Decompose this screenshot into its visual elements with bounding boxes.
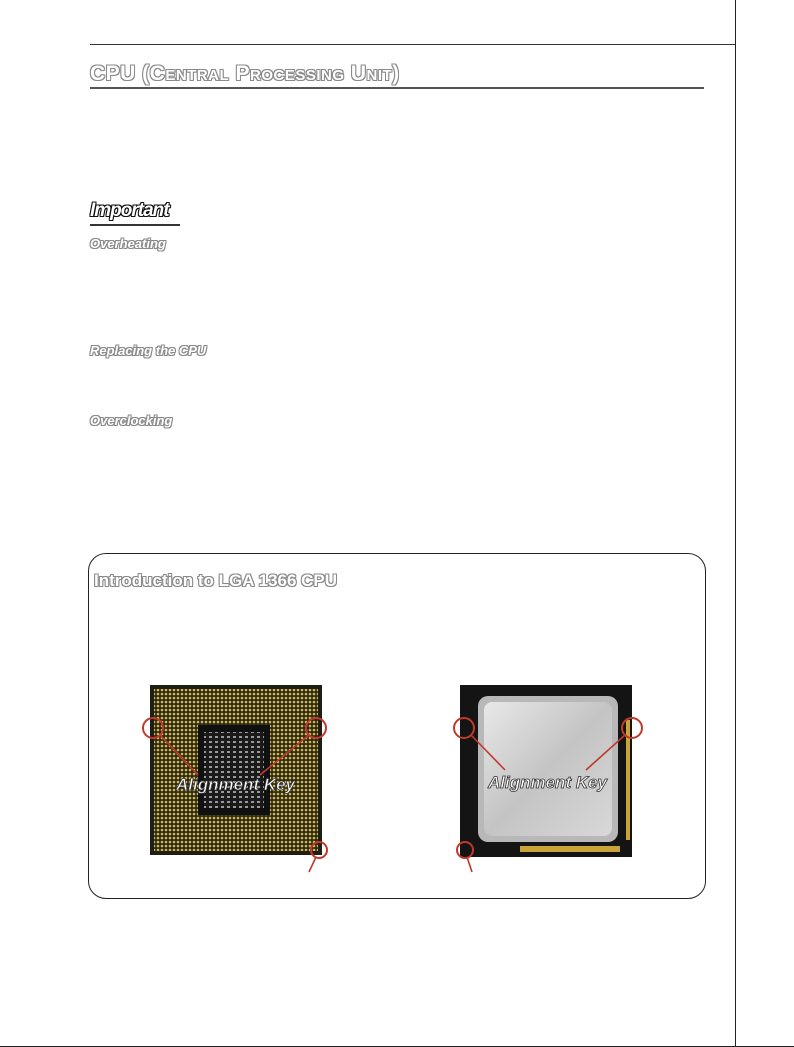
- page-right-border: [735, 0, 736, 1047]
- alignment-key-label: Alignment Key: [176, 775, 296, 794]
- cpu-contact-strip: [520, 846, 620, 852]
- intro-title: Introduction to LGA 1366 CPU: [94, 571, 338, 590]
- section-title-underline: [90, 87, 704, 89]
- alignment-key-label: Alignment Key: [488, 773, 608, 792]
- subhead-overclocking: Overclocking: [90, 413, 173, 428]
- cpu-surface-side-photo: [450, 680, 650, 875]
- subhead-replacing-cpu: Replacing the CPU: [90, 343, 207, 358]
- important-underline: [90, 224, 180, 226]
- subhead-overheating: Overheating: [90, 236, 166, 251]
- cpu-pin-side-photo: [136, 680, 336, 875]
- header-rule: [90, 44, 735, 45]
- important-heading: Important: [90, 200, 169, 221]
- section-title: CPU (Central Processing Unit): [90, 62, 400, 85]
